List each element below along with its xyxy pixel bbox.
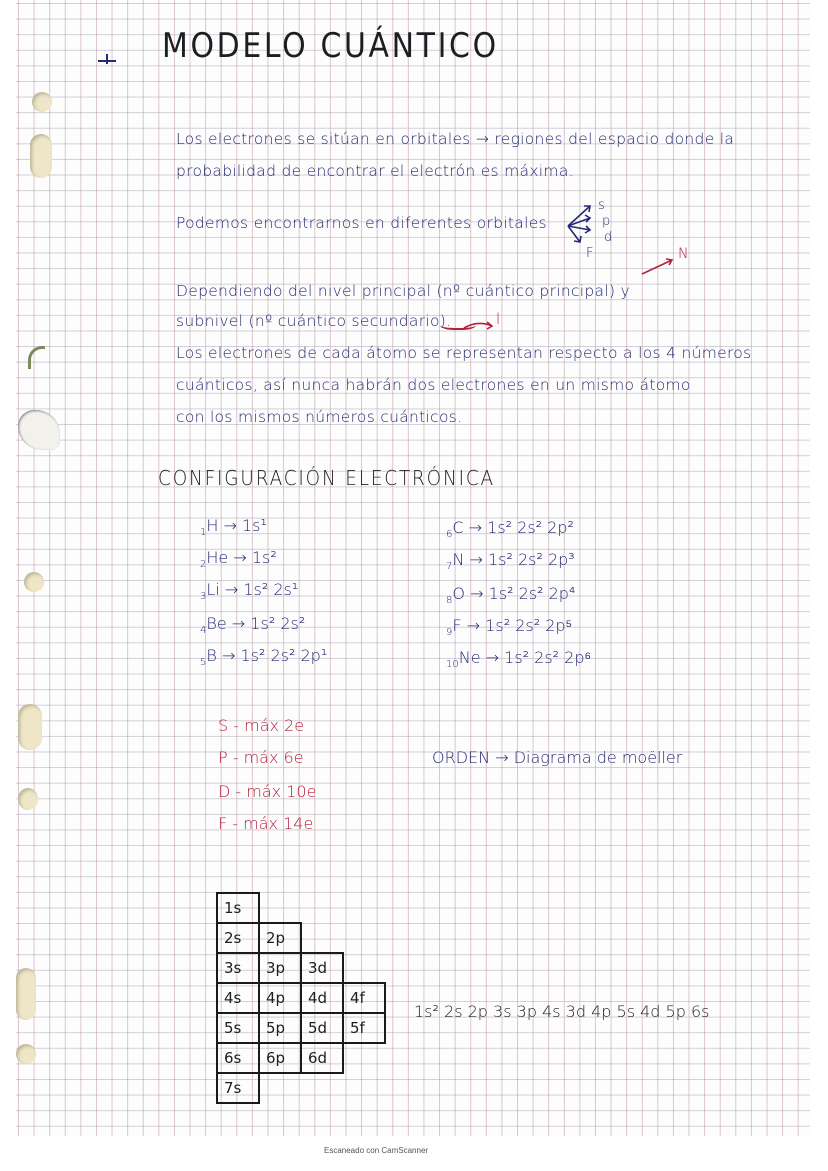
orbital-cell: 5f xyxy=(343,1013,385,1043)
orbital-cell: 3s xyxy=(217,953,259,983)
page-title: MODELO CUÁNTICO xyxy=(162,26,499,66)
atomic-number: 6 xyxy=(446,529,453,541)
config-row xyxy=(200,516,267,538)
orbital-cell: 5s xyxy=(217,1013,259,1043)
orbital-cell: 7s xyxy=(217,1073,259,1103)
binder-hole xyxy=(18,788,38,810)
atomic-number: 8 xyxy=(446,595,453,607)
binder-hole xyxy=(18,704,42,750)
orbital-cell: 6s xyxy=(217,1043,259,1073)
orbital-type-s: s xyxy=(598,198,605,213)
capacity-d: D - máx 10e xyxy=(218,782,317,801)
arrow-icon: → xyxy=(231,614,246,633)
capacity-s: S - máx 2e xyxy=(218,716,305,735)
config-row xyxy=(446,518,574,540)
element-symbol: N xyxy=(452,550,465,569)
config-row xyxy=(200,614,305,636)
annotation-l: l xyxy=(496,310,501,328)
arrow-icon: → xyxy=(466,616,481,635)
orbitals-sentence: Podemos encontrarnos en diferentes orbitales xyxy=(176,214,547,232)
electron-config: 1s² 2s² 2p² xyxy=(487,518,574,537)
red-arrow-icon xyxy=(640,254,680,278)
quantum-line-2: subnivel (nº cuántico secundario). xyxy=(176,312,452,330)
orbital-cell: 6d xyxy=(301,1043,343,1073)
config-row xyxy=(446,584,575,606)
orbital-cell: 3p xyxy=(259,953,301,983)
electron-config: 1s² 2s² 2p⁴ xyxy=(488,584,576,603)
arrow-icon: → xyxy=(468,518,483,537)
intro-line-2: probabilidad de encontrar el electrón es máxima. xyxy=(176,162,574,180)
section-heading: CONFIGURACIÓN ELECTRÓNICA xyxy=(158,466,495,490)
orbital-cell: 4s xyxy=(217,983,259,1013)
config-row xyxy=(446,648,591,670)
arrow-icon: → xyxy=(223,516,237,535)
orbital-cell: 6p xyxy=(259,1043,301,1073)
filling-order: 1s² 2s 2p 3s 3p 4s 3d 4p 5s 4d 5p 6s xyxy=(414,1002,710,1021)
element-symbol: O xyxy=(452,584,465,603)
atomic-number: 7 xyxy=(446,561,453,573)
electron-config: 1s² 2s² 2p⁶ xyxy=(504,648,592,667)
atomic-number: 2 xyxy=(200,559,207,571)
binder-hole xyxy=(16,968,36,1020)
electron-config: 1s² 2s² 2p⁵ xyxy=(485,616,573,635)
quantum-line-4: cuánticos, así nunca habrán dos electrones en un mismo átomo xyxy=(176,376,691,394)
capacity-f: F - máx 14e xyxy=(218,814,314,833)
arrow-icon: → xyxy=(224,580,239,599)
arrow-icon: → xyxy=(485,648,500,667)
electron-config: 1s¹ xyxy=(242,516,267,535)
atomic-number: 3 xyxy=(200,591,207,603)
scanner-watermark: Escaneado con CamScanner xyxy=(324,1146,429,1155)
annotation-n: N xyxy=(678,246,689,262)
element-symbol: Be xyxy=(206,614,227,633)
electron-config: 1s² xyxy=(251,548,277,567)
element-symbol: He xyxy=(206,548,229,567)
config-row xyxy=(200,580,298,602)
element-symbol: F xyxy=(452,616,462,635)
atomic-number: 5 xyxy=(200,657,207,669)
config-row xyxy=(446,616,572,638)
arrow-icon: → xyxy=(470,584,484,603)
order-line xyxy=(432,748,682,767)
orbital-type-p: p xyxy=(602,214,611,229)
binder-hole xyxy=(16,1044,36,1064)
electron-config: 1s² 2s² 2p³ xyxy=(487,550,575,569)
orbital-cell: 4d xyxy=(301,983,343,1013)
arrow-icon: → xyxy=(495,748,509,767)
orbital-cell: 5p xyxy=(259,1013,301,1043)
orbital-cell: 4f xyxy=(343,983,385,1013)
red-arrow-icon xyxy=(462,316,498,336)
binder-hole xyxy=(32,92,52,112)
intro-line-1: Los electrones se sitúan en orbitales → regiones del espacio donde la xyxy=(176,130,735,148)
quantum-line-3: Los electrones de cada átomo se representan respecto a los 4 números xyxy=(176,344,752,362)
order-label: ORDEN xyxy=(432,748,491,767)
orbital-cell: 5d xyxy=(301,1013,343,1043)
orbital-cell: 3d xyxy=(301,953,343,983)
atomic-number: 9 xyxy=(446,627,453,639)
moeller-diagram xyxy=(216,892,386,1104)
element-symbol: Ne xyxy=(458,648,481,667)
atomic-number: 10 xyxy=(446,659,459,671)
orbital-type-d: d xyxy=(604,230,613,245)
binder-hole xyxy=(24,572,44,592)
dash-bullet-icon xyxy=(98,60,116,62)
element-symbol: C xyxy=(452,518,464,537)
orbital-cell: 1s xyxy=(217,893,259,923)
config-row xyxy=(200,646,327,668)
electron-config: 1s² 2s² 2p¹ xyxy=(240,646,328,665)
orbital-cell: 2s xyxy=(217,923,259,953)
order-text: Diagrama de moëller xyxy=(513,748,683,767)
atomic-number: 1 xyxy=(200,527,207,539)
config-row xyxy=(200,548,277,570)
electron-config: 1s² 2s¹ xyxy=(243,580,299,599)
orbital-cell: 2p xyxy=(259,923,301,953)
element-symbol: B xyxy=(206,646,217,665)
element-symbol: Li xyxy=(206,580,220,599)
config-row xyxy=(446,550,575,572)
binder-hole xyxy=(30,134,52,178)
arrow-icon: → xyxy=(469,550,483,569)
element-symbol: H xyxy=(206,516,219,535)
arrow-icon: → xyxy=(233,548,247,567)
quantum-line-5: con los mismos números cuánticos. xyxy=(176,408,463,426)
capacity-p: P - máx 6e xyxy=(218,748,304,767)
orbital-type-f: F xyxy=(586,246,594,261)
quantum-line-1: Dependiendo del nivel principal (nº cuántico principal) y xyxy=(176,282,630,300)
electron-config: 1s² 2s² xyxy=(250,614,306,633)
atomic-number: 4 xyxy=(200,625,207,637)
orbital-cell: 4p xyxy=(259,983,301,1013)
arrow-icon: → xyxy=(221,646,236,665)
